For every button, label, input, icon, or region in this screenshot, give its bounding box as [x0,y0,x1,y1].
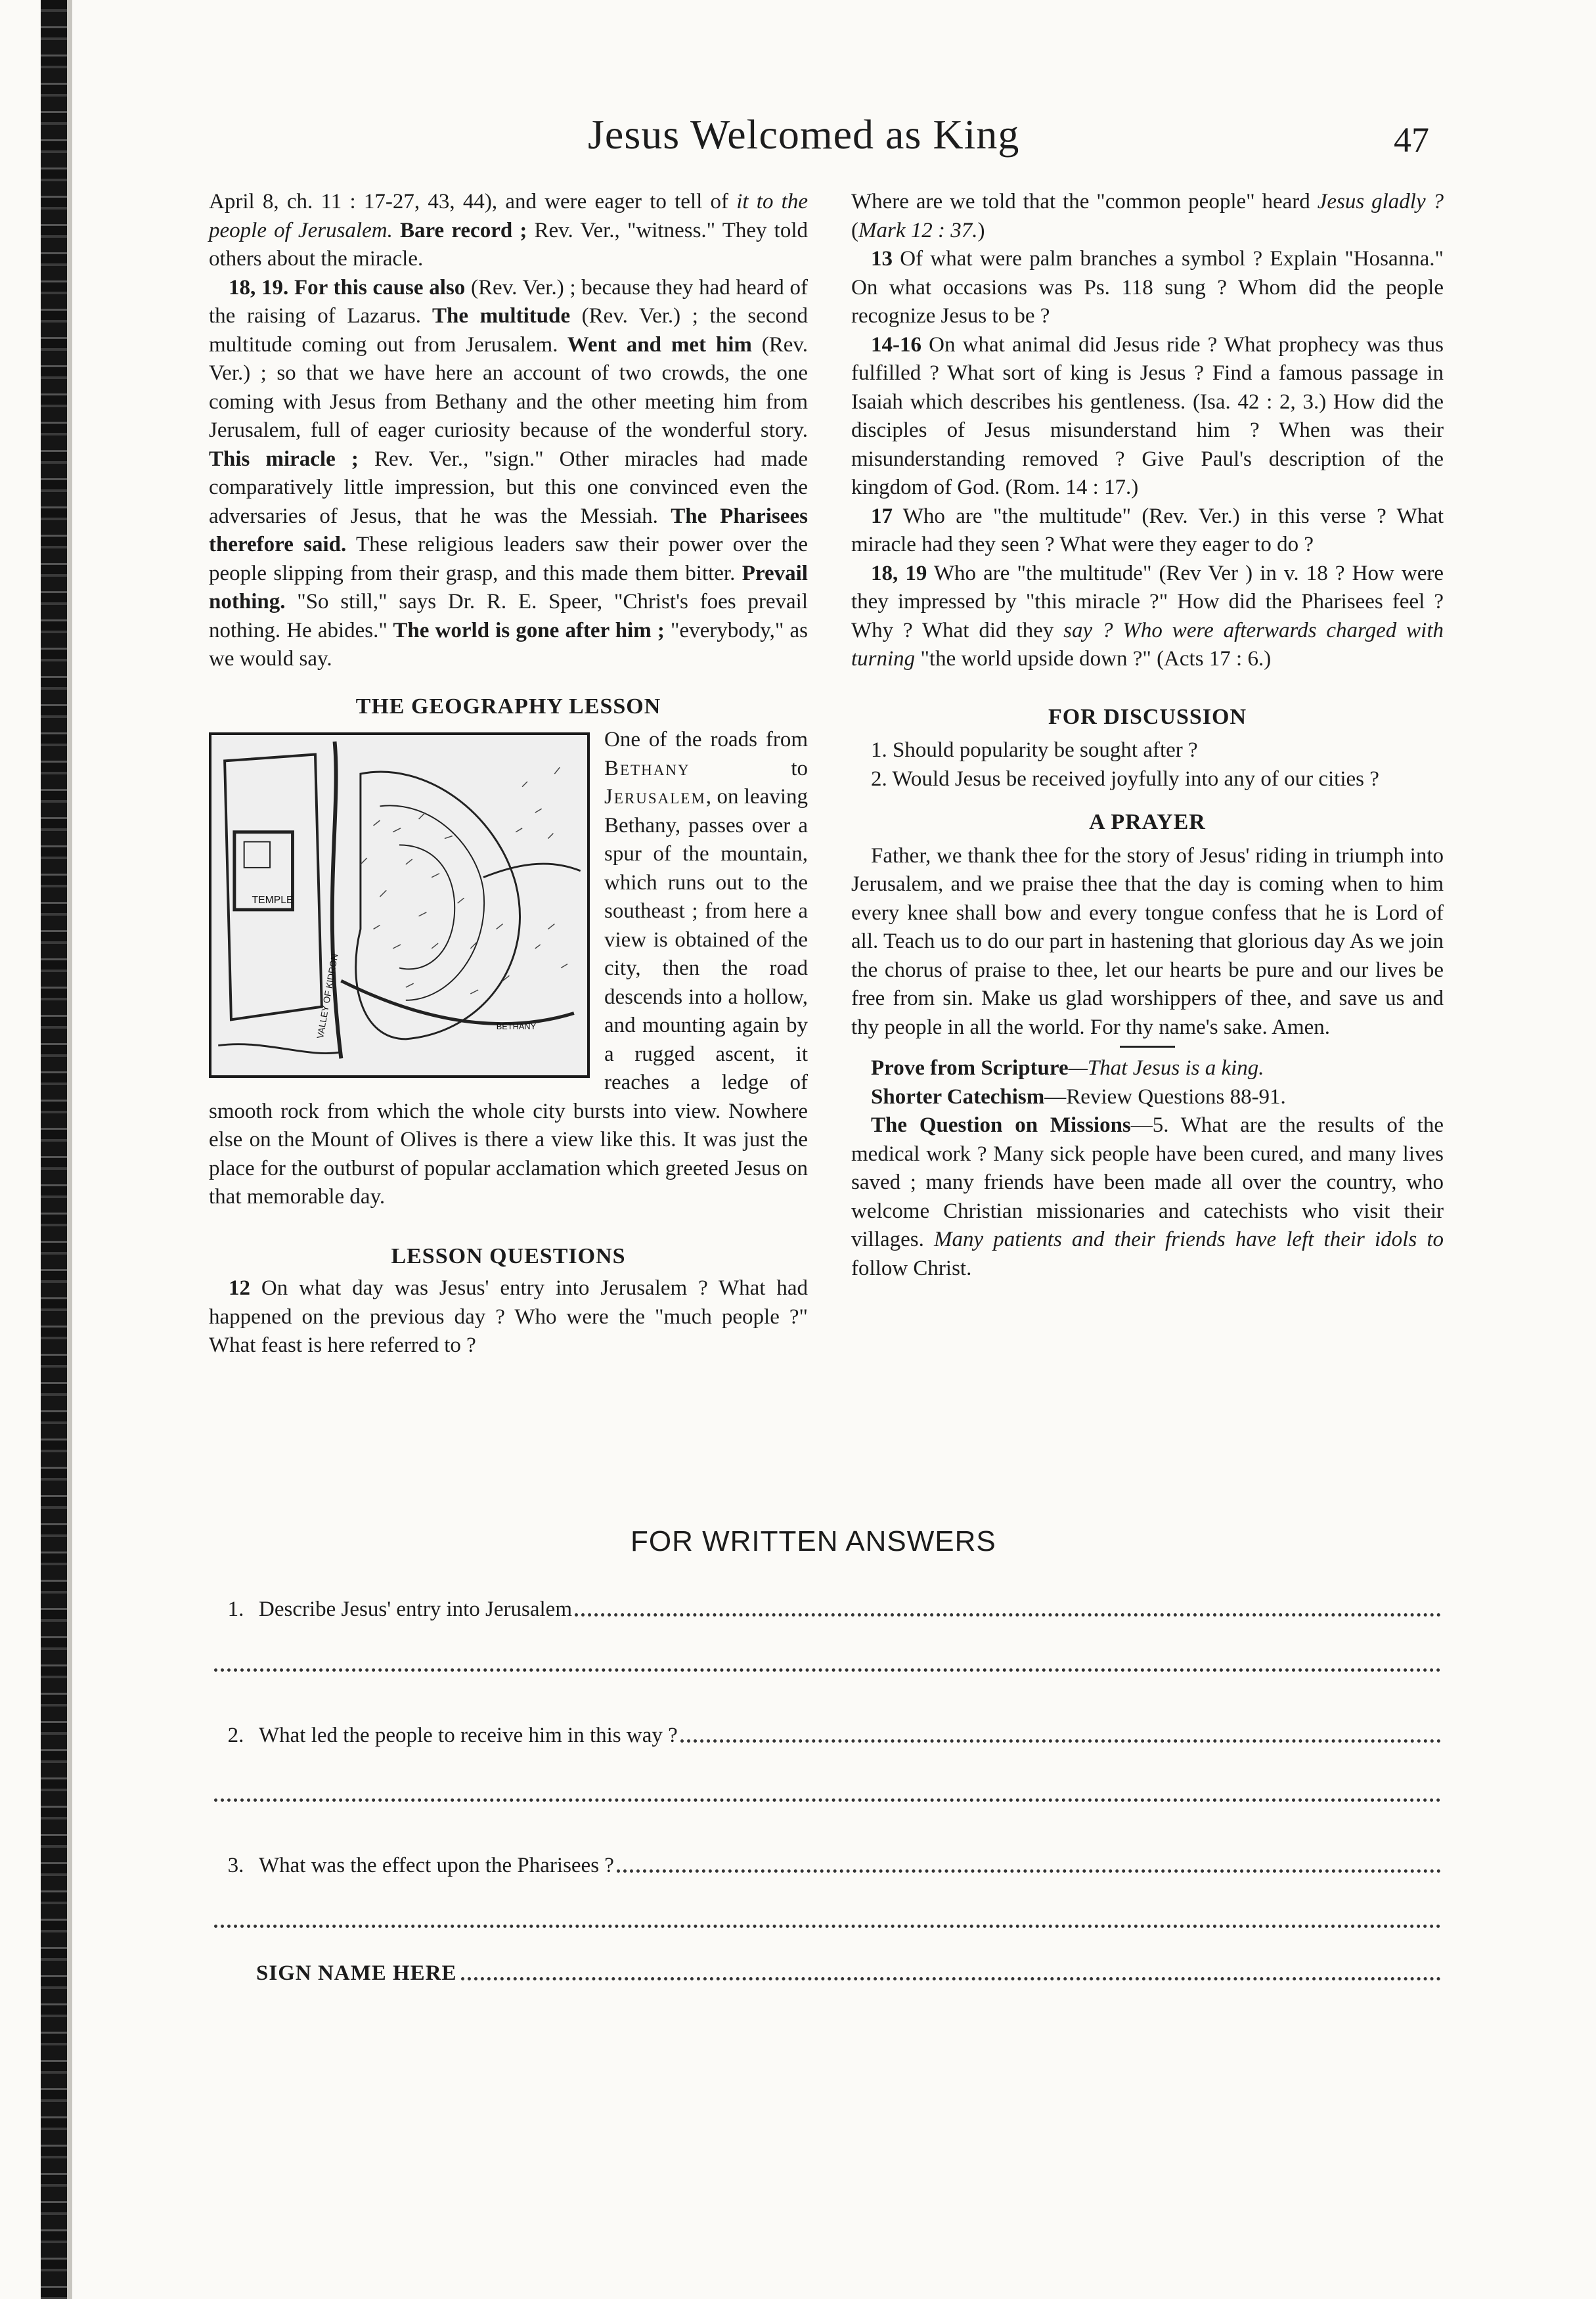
written-answers-heading: FOR WRITTEN ANSWERS [631,1525,996,1557]
section-divider [1120,1046,1175,1048]
question-number: 2. [227,1724,244,1747]
paragraph-verses-18-19: 18, 19. For this cause also (Rev. Ver.) ; because they had heard of the raising of Lazarus. The multitude (Rev. Ver.) ; the second multitude coming out from Jerusalem. Went and met him (Rev. Ver.) ; so that we have here an account of two crowds, the one coming with Jesus from Bethany and the other meeting him from Jerusalem, full of eager curiosity because of the wonderful story. This miracle ; Rev. Ver., "sign." Other miracles had made comparatively little impression, but this one convinced even the adversaries of Jesus, that he was the Messiah. The Pharisees therefore said. These religious leaders saw their power over the people slipping from their grasp, and this made them bitter. Prevail nothing. "So still," says Dr. R. E. Speer, "Christ's foes prevail nothing. He abides." The world is gone after him ; "everybody," as we would say. [209,275,809,671]
lesson-question-18-19: 18, 19 Who are "the multitude" (Rev Ver ) in v. 18 ? How were they impressed by "this miracle ?" How did the Pharisees feel ? Why ? What did they say ? Who were afterwards charged with turning "the world upside down ?" (Acts 17 : 6.) [851,561,1444,671]
discussion-item-1: 1. Should popularity be sought after ? [871,738,1198,762]
discussion-item-2: 2. Would Jesus be received joyfully into any of our cities ? [871,767,1379,791]
paragraph-verses-17: April 8, ch. 11 : 17-27, 43, 44), and were eager to tell of it to the people of Jerusalem. Bare record ; Rev. Ver., "witness." They told others about the miracle. [209,190,809,271]
written-question-1 [213,1597,1441,1622]
question-number: 3. [227,1854,244,1877]
question-on-missions: The Question on Missions—5. What are the results of the medical work ? Many sick people have been cured, and many lives saved ; many friends have been made all over the country, who welcome Christian missionaries and catechists who visit their villages. Many patients and their friends have left their idols to follow Christ. [851,1113,1444,1280]
page-number: 47 [1394,120,1429,160]
question-common-people: Where are we told that the "common people" heard Jesus gladly ? (Mark 12 : 37.) [851,190,1444,242]
lesson-questions-heading: LESSON QUESTIONS [391,1243,626,1268]
geography-lesson-text: One of the roads from Bethany to Jerusalem, on leaving Bethany, passes over a spur of the mountain, which runs out to the southeast ; from here a view is obtained of the city, then the road descends into a hollow, and mounting again by a rugged ascent, it reaches a ledge of smooth rock from which the whole city bursts into view. Nowhere else on the Mount of Olives is there a view like this. It was just the place for the outburst of popular acclamation which greeted Jesus on that memorable day. [209,728,808,1209]
map-illustration [209,732,590,1078]
discussion-heading: FOR DISCUSSION [1048,704,1247,729]
geography-lesson-heading: THE GEOGRAPHY LESSON [355,694,661,719]
answer-line[interactable] [617,1854,1441,1873]
question-text: Describe Jesus' entry into Jerusalem [259,1597,572,1621]
answer-line[interactable] [214,1668,1441,1672]
sign-name-label: SIGN NAME HERE [256,1961,457,1985]
lesson-question-17: 17 Who are "the multitude" (Rev. Ver.) in this verse ? What miracle had they seen ? What were they eager to do ? [851,504,1444,556]
prove-from-scripture: Prove from Scripture—That Jesus is a king. [871,1056,1264,1080]
map-label-temple: TEMPLE [252,895,294,906]
written-question-2 [213,1724,1441,1748]
lesson-question-12: 12 On what day was Jesus' entry into Jerusalem ? What had happened on the previous day ? Who were the "much people ?" What feast is here referred to ? [209,1276,808,1357]
map-label-valley: VALLEY OF KIDRON [315,952,340,1040]
answer-line[interactable] [214,1925,1441,1928]
answer-line[interactable] [680,1724,1441,1743]
question-text: What was the effect upon the Pharisees ? [259,1854,614,1877]
signature-line[interactable] [461,1961,1441,1980]
prayer-heading: A PRAYER [1089,810,1206,834]
answer-line[interactable] [214,1798,1441,1802]
lesson-question-13: 13 Of what were palm branches a symbol ? Explain "Hosanna." On what occasions was Ps. 118 sung ? Whom did the people recognize Jesus to be ? [851,247,1444,328]
right-column [851,188,1444,1283]
sign-name-row [256,1961,1441,1986]
shorter-catechism: Shorter Catechism—Review Questions 88-91. [871,1084,1286,1109]
lesson-question-14-16: 14-16 On what animal did Jesus ride ? What prophecy was thus fulfilled ? What sort of king is Jesus ? Find a famous passage in Isaiah which describes his gentleness. (Isa. 42 : 2, 3.) How did the disciples of Jesus misunderstand him ? When was their misunderstanding removed ? Give Paul's description of the kingdom of God. (Rom. 14 : 17.) [851,332,1444,499]
question-number: 1. [227,1597,244,1621]
map-label-bethany: BETHANY [496,1021,537,1032]
page-gutter [67,0,72,2299]
written-question-3 [213,1854,1441,1878]
left-column [209,188,808,1360]
question-text: What led the people to receive him in this way ? [259,1724,678,1747]
jerusalem-bethany-map [211,735,587,1075]
prayer-text: Father, we thank thee for the story of Jesus' riding in triumph into Jerusalem, and we praise thee that the day is coming when to him every knee shall bow and every tongue confess that he is Lord of all. Teach us to do our part in hastening that glorious day As we join the chorus of praise to thee, let our hearts be pure and our lives be free from sin. Make us glad worshippers of thee, and save us and thy people in all the world. For thy name's sake. Amen. [851,843,1444,1039]
answer-line[interactable] [575,1597,1441,1617]
book-binding-edge [41,0,67,2299]
page-title: Jesus Welcomed as King [588,111,1020,158]
